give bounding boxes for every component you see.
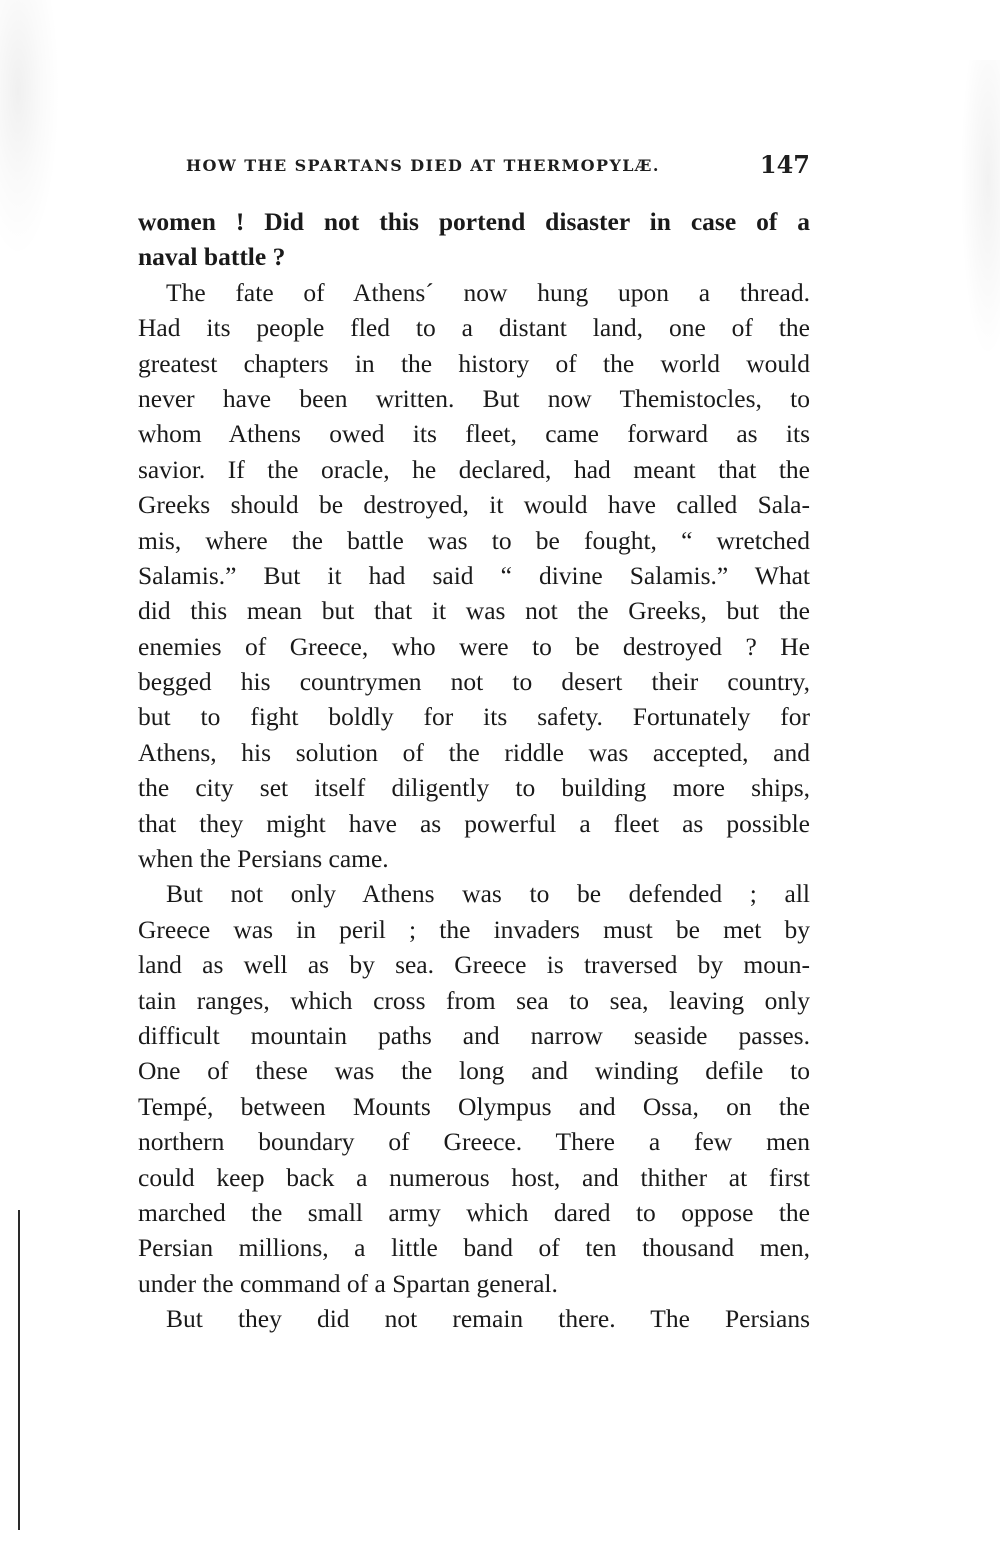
text-line: northern boundary of Greece. There a few men — [138, 1127, 810, 1157]
page-number: 147 — [759, 150, 810, 179]
text-line: when the Persians came. — [138, 844, 389, 874]
text-line: One of these was the long and winding defile to — [138, 1056, 810, 1086]
text-line: could keep back a numerous host, and thither at first — [138, 1162, 810, 1192]
text-line: Salamis.” But it had said “ divine Salamis.” What — [138, 560, 810, 590]
text-line: naval battle ? — [138, 242, 286, 272]
text-line: whom Athens owed its fleet, came forward as its — [138, 419, 810, 449]
scan-shadow-left — [0, 0, 60, 260]
text-line: Persian millions, a little band of ten thousand men, — [138, 1233, 810, 1263]
scan-shadow-right — [960, 60, 1000, 360]
text-line: begged his countrymen not to desert their country, — [138, 667, 810, 697]
text-line: Tempé, between Mounts Olympus and Ossa, on the — [138, 1091, 810, 1121]
running-title: HOW THE SPARTANS DIED AT THERMOPYLÆ. — [186, 156, 660, 175]
text-line: Greece was in peril ; the invaders must be met by — [138, 914, 810, 944]
text-line: the city set itself diligently to building more ships, — [138, 773, 810, 803]
text-line: greatest chapters in the history of the world would — [138, 348, 810, 378]
text-line: But they did not remain there. The Persians — [166, 1304, 810, 1334]
body-text — [138, 204, 810, 1337]
text-line: under the command of a Spartan general. — [138, 1268, 558, 1298]
text-line: difficult mountain paths and narrow seaside passes. — [138, 1020, 810, 1050]
text-line: savior. If the oracle, he declared, had meant that the — [138, 454, 810, 484]
text-line: marched the small army which dared to oppose the — [138, 1197, 810, 1227]
margin-rule — [18, 1210, 20, 1530]
text-line: enemies of Greece, who were to be destroyed ? He — [138, 631, 810, 661]
text-line: did this mean but that it was not the Greeks, but the — [138, 596, 810, 626]
text-line: never have been written. But now Themistocles, to — [138, 383, 810, 413]
text-line: Greeks should be destroyed, it would have called Sala- — [138, 490, 810, 520]
text-line: Athens, his solution of the riddle was accepted, and — [138, 737, 810, 767]
text-line: land as well as by sea. Greece is traversed by moun- — [138, 950, 810, 980]
text-line: But not only Athens was to be defended ; all — [166, 879, 810, 909]
text-line: tain ranges, which cross from sea to sea, leaving only — [138, 985, 810, 1015]
text-line: but to fight boldly for its safety. Fortunately for — [138, 702, 810, 732]
running-head — [186, 150, 810, 180]
text-line: mis, where the battle was to be fought, “ wretched — [138, 525, 810, 555]
text-line: women ! Did not this portend disaster in case of a — [138, 207, 810, 236]
text-line: The fate of Athens´ now hung upon a thread. — [166, 277, 810, 307]
text-line: Had its people fled to a distant land, one of the — [138, 313, 810, 343]
text-line: that they might have as powerful a fleet as possible — [138, 808, 810, 838]
